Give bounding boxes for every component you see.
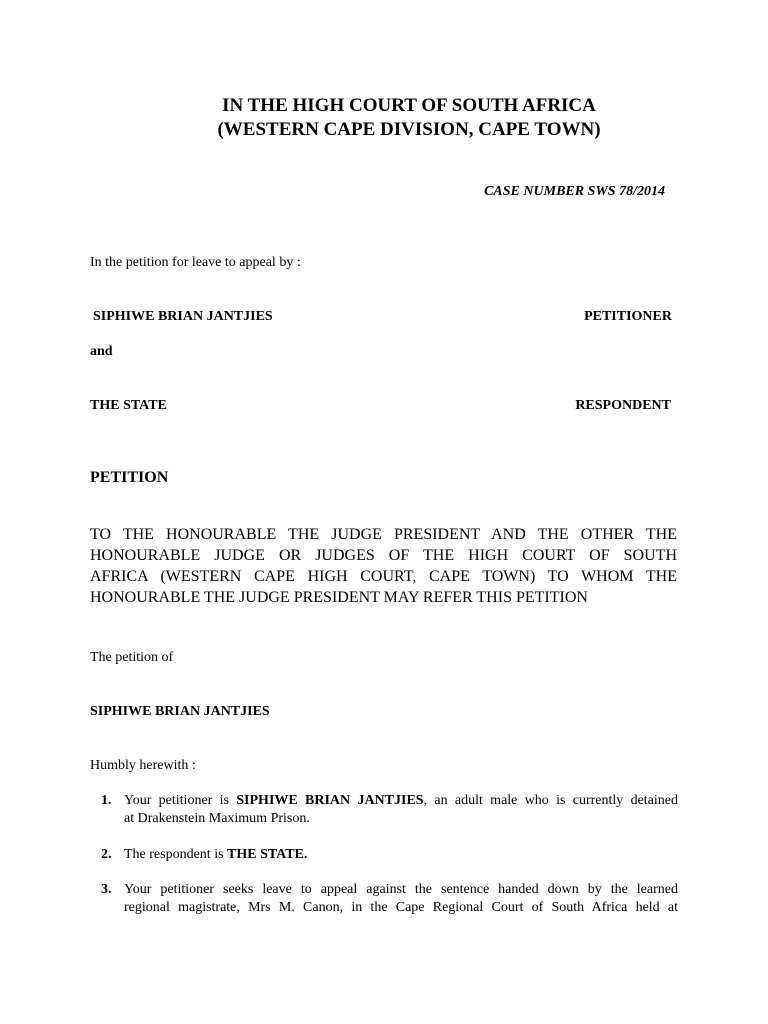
conjunction-and: and xyxy=(90,344,113,359)
petition-heading: PETITION xyxy=(90,469,169,486)
list-item-line: at Drakenstein Maximum Prison. xyxy=(124,811,310,826)
address-line: HONOURABLE THE JUDGE PRESIDENT MAY REFER THIS PETITION xyxy=(90,589,588,606)
list-item-number: 3. xyxy=(101,882,112,897)
address-line: TO THE HONOURABLE THE JUDGE PRESIDENT AND THE OTHER THE xyxy=(90,526,677,543)
court-title-line-1: IN THE HIGH COURT OF SOUTH AFRICA xyxy=(222,95,596,116)
list-item-number: 2. xyxy=(101,847,112,862)
list-item-number: 1. xyxy=(101,793,112,808)
humbly-herewith-text: Humbly herewith : xyxy=(90,758,196,773)
petitioner-name-repeat: SIPHIWE BRIAN JANTJIES xyxy=(90,704,270,719)
petitioner-name: SIPHIWE BRIAN JANTJIES xyxy=(93,309,273,324)
list-item-text xyxy=(124,792,678,828)
list-item-text xyxy=(124,881,678,917)
petition-of-text: The petition of xyxy=(90,650,174,665)
court-title-line-2: (WESTERN CAPE DIVISION, CAPE TOWN) xyxy=(217,119,601,140)
list-item-text xyxy=(124,846,678,864)
respondent-role: RESPONDENT xyxy=(575,398,671,413)
address-line: AFRICA (WESTERN CAPE HIGH COURT, CAPE TOWN) TO WHOM THE xyxy=(90,568,677,585)
intro-text: In the petition for leave to appeal by : xyxy=(90,255,301,270)
respondent-name: THE STATE xyxy=(90,398,167,413)
list-item-line: The respondent is THE STATE. xyxy=(124,847,308,862)
petition-address xyxy=(90,524,677,608)
address-line: HONOURABLE JUDGE OR JUDGES OF THE HIGH COURT OF SOUTH xyxy=(90,547,677,564)
case-number: CASE NUMBER SWS 78/2014 xyxy=(484,184,665,199)
list-item-line: Your petitioner is SIPHIWE BRIAN JANTJIES, an adult male who is currently detained xyxy=(124,793,678,808)
petitioner-role: PETITIONER xyxy=(584,309,672,324)
list-item-line: Your petitioner seeks leave to appeal against the sentence handed down by the learned xyxy=(124,882,678,897)
list-item-line: regional magistrate, Mrs M. Canon, in the Cape Regional Court of South Africa held at xyxy=(124,900,678,915)
